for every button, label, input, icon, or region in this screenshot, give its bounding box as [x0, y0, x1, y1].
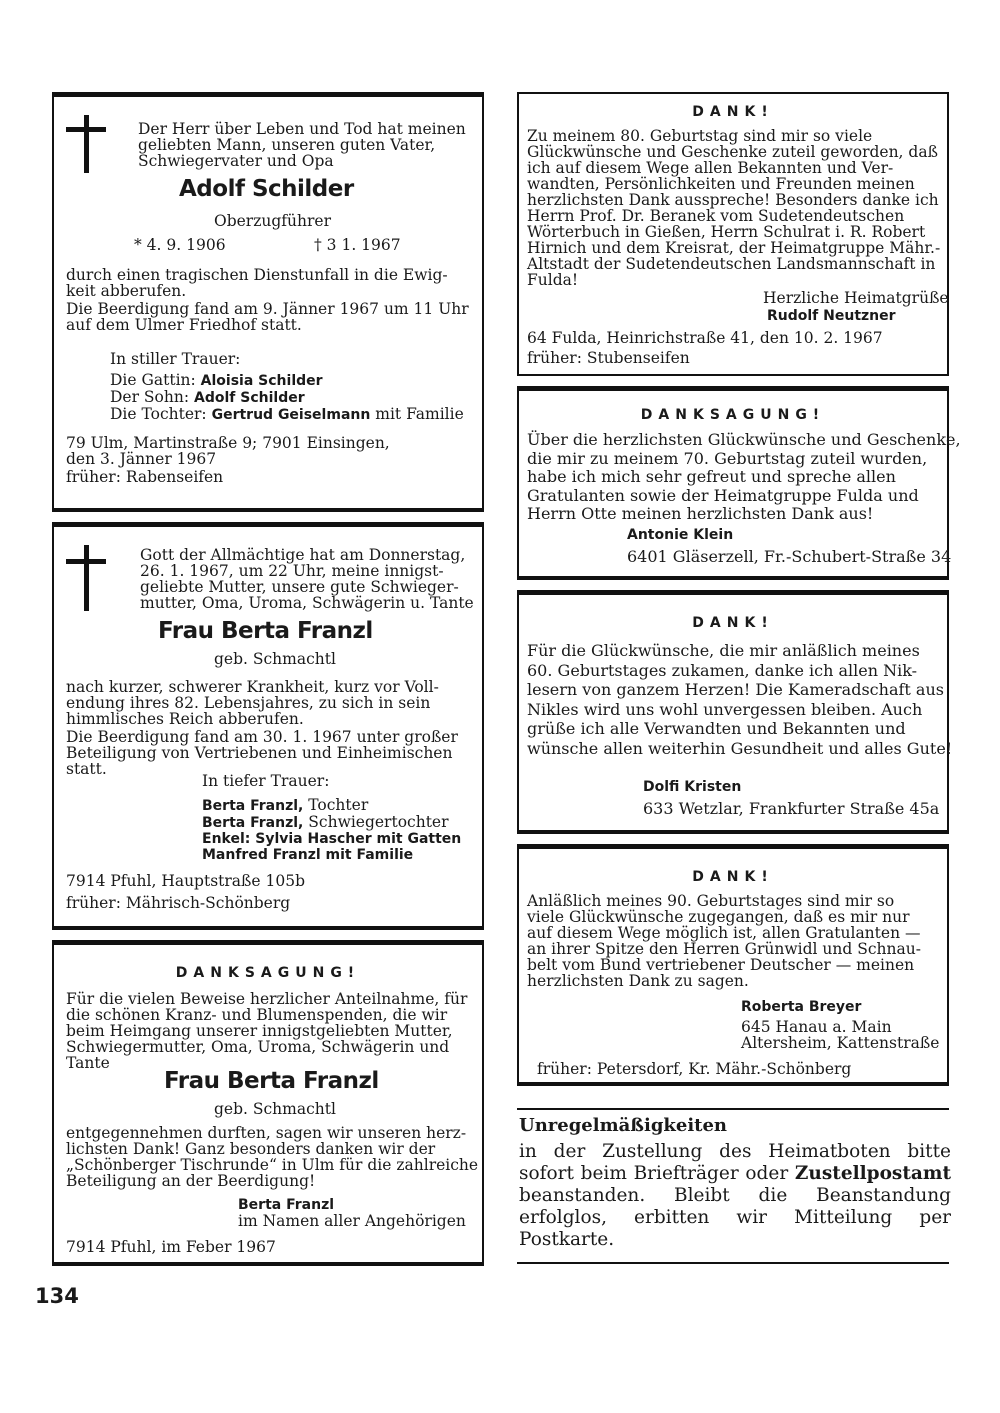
page-number: 134 [35, 1284, 79, 1308]
notice-title: Unregelmäßigkeiten [519, 1115, 728, 1136]
cross-icon [64, 115, 108, 173]
address-block: 64 Fulda, Heinrichstraße 41, den 10. 2. 1967 früher: Stubenseifen [527, 329, 883, 367]
body-text: Für die vielen Beweise herzlicher Anteilnahme, für die schönen Kranz- und Blumenspenden, die wir beim Heimgang unserer innigstgeliebten Mutter, Schwiegermutter, Oma, Uroma, Schwägerin und Tante [66, 990, 468, 1072]
mourning-label: In stiller Trauer: [110, 350, 241, 368]
address: 7914 Pfuhl, im Feber 1967 [66, 1238, 276, 1256]
dank-rudolf-neutzner [517, 92, 949, 376]
obituary-berta-franzl [52, 522, 484, 930]
heading: DANKSAGUNG! [640, 407, 826, 423]
signer-name: Rudolf Neutzner [767, 308, 896, 324]
heading: DANKSAGUNG! [175, 965, 361, 981]
deceased-title: Oberzugführer [214, 212, 331, 230]
divider [517, 1262, 949, 1264]
signer-name: Roberta Breyer [741, 999, 862, 1015]
address-block: 7914 Pfuhl, Hauptstraße 105b früher: Mährisch-Schönberg [66, 872, 306, 912]
body-text: Über die herzlichsten Glückwünsche und Geschenke, die mir zu meinem 70. Geburtstag zuteil wurden, habe ich mich sehr gefreut und spreche allen Gratulanten sowie der Heimatgruppe Fulda und Herrn Otte meinen herzlichsten Dank aus! [527, 430, 961, 523]
mourning-label: In tiefer Trauer: [202, 772, 330, 790]
address: 6401 Gläserzell, Fr.-Schubert-Straße 34 [627, 547, 952, 566]
body-text: nach kurzer, schwerer Krankheit, kurz vor Voll- endung ihres 82. Lebensjahres, zu sich in sein himmlisches Reich abberufen. Die Beerdigung fand am 30. 1. 1967 unter großer Beteiligung von Vertriebenen und Einheimischen statt. [66, 678, 458, 778]
intro-text: Gott der Allmächtige hat am Donnerstag, 26. 1. 1967, um 22 Uhr, meine innigst- geliebte Mutter, unsere gute Schwieger- mutter, Oma, Uroma, Schwägerin u. Tante [140, 546, 474, 612]
deceased-name: Frau Berta Franzl [164, 1068, 379, 1094]
heading: DANK! [692, 869, 774, 885]
body-text-2: entgegennehmen durften, sagen wir unseren herz- lichsten Dank! Ganz besonders danken wir der „Schönberger Tischrunde“ in Ulm für die zahlreiche Beteiligung an der Beerdigung! [66, 1124, 479, 1190]
relatives-list: Die Gattin: Aloisia Schilder Der Sohn: Adolf Schilder Die Tochter: Gertrud Geiselmann mit Familie [110, 371, 464, 423]
danksagung-antonie-klein [517, 386, 961, 580]
cross-icon [64, 545, 108, 611]
death-date: † 3 1. 1967 [314, 236, 401, 254]
danksagung-berta-franzl [52, 940, 484, 1266]
birth-date: * 4. 9. 1906 [134, 236, 226, 254]
address: 633 Wetzlar, Frankfurter Straße 45a [643, 799, 940, 818]
heading: DANK! [692, 615, 774, 631]
dank-dolfi-kristen [517, 590, 953, 834]
address-block: 79 Ulm, Martinstraße 9; 7901 Einsingen, den 3. Jänner 1967 früher: Rabenseifen [66, 434, 390, 486]
maiden-name: geb. Schmachtl [214, 650, 336, 668]
divider [517, 1108, 949, 1110]
notice-text: in der Zustellung des Heimatboten bitte sofort beim Briefträger oder Zustellpostamt beanstanden. Bleibt die Beanstandung erfolglos, erbitten wir Mitteilung per Postkarte. [519, 1141, 951, 1250]
obituary-adolf-schilder [52, 92, 484, 512]
dank-roberta-breyer [517, 844, 949, 1086]
relatives-list: Berta Franzl, Tochter Berta Franzl, Schwiegertochter Enkel: Sylvia Hascher mit Gatten Manfred Franzl mit Familie [202, 796, 462, 863]
signer-name: Dolfi Kristen [643, 779, 742, 795]
body-text: Zu meinem 80. Geburtstag sind mir so viele Glückwünsche und Geschenke zuteil geworden, daß ich auf diesem Wege allen Bekannten und Ver- wandten, Persönlichkeiten und Freunden meinen herzlichsten Dank ausspreche! Besonders danke ich Herrn Prof. Dr. Beranek vom Sudetendeutschen Wörterbuch in Gießen, Herrn Schulrat i. R. Robert Hirnich und dem Kreisrat, der Heimatgruppe Mähr.- Altstadt der Sudetendeutschen Landsmannschaft in Fulda! [527, 127, 941, 289]
body-text: durch einen tragischen Dienstunfall in die Ewig- keit abberufen. Die Beerdigung fand am 9. Jänner 1967 um 11 Uhr auf dem Ulmer Friedhof statt. [66, 266, 469, 334]
signer-name: Berta Franzl [238, 1197, 335, 1213]
maiden-name: geb. Schmachtl [214, 1100, 336, 1118]
intro-text: Der Herr über Leben und Tod hat meinen geliebten Mann, unseren guten Vater, Schwiegervater und Opa [138, 120, 466, 170]
former-address: früher: Petersdorf, Kr. Mähr.-Schönberg [537, 1060, 852, 1078]
signer-name: Antonie Klein [627, 527, 734, 543]
body-text: Anläßlich meines 90. Geburtstages sind mir so viele Glückwünsche zugegangen, daß es mir nur auf diesem Wege möglich ist, allen Gratulanten — an ihrer Spitze den Herren Grünwidl und Schnau- belt vom Bund vertriebener Deutscher — meinen herzlichsten Dank zu sagen. [527, 892, 921, 990]
deceased-name: Adolf Schilder [179, 176, 354, 202]
address-block: 645 Hanau a. Main Altersheim, Kattenstraße [741, 1018, 940, 1052]
signer-note: im Namen aller Angehörigen [238, 1212, 466, 1230]
greeting: Herzliche Heimatgrüße [763, 289, 949, 307]
heading: DANK! [692, 104, 774, 120]
body-text: Für die Glückwünsche, die mir anläßlich meines 60. Geburtstages zukamen, danke ich allen Nik- lesern von ganzem Herzen! Die Kameradschaft aus Nikles wird uns wohl unvergessen bleiben. Auch grüße ich alle Verwandten und Bekannten und wünsche allen weiterhin Gesundheit und alles Gute! [527, 641, 953, 758]
deceased-name: Frau Berta Franzl [158, 618, 373, 644]
